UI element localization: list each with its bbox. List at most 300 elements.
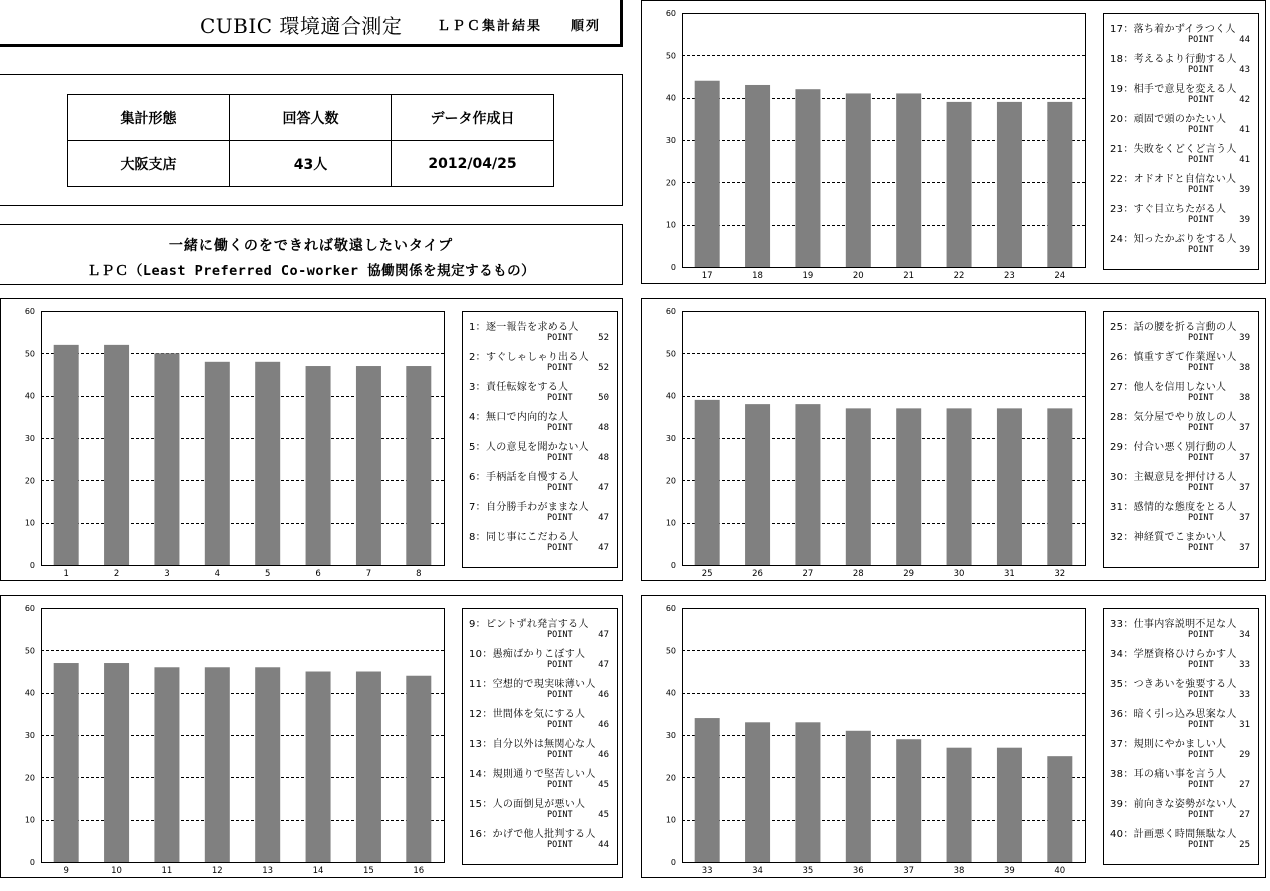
y-tick-label: 0 bbox=[670, 561, 676, 570]
legend-point-value: 42 bbox=[1239, 95, 1250, 105]
legend-point-value: 33 bbox=[1239, 690, 1250, 700]
bar-21 bbox=[896, 93, 921, 267]
legend-item bbox=[1104, 528, 1258, 558]
y-tick-label: 30 bbox=[24, 434, 35, 443]
legend-point-label: POINT bbox=[547, 393, 573, 403]
bar-3 bbox=[154, 353, 179, 565]
legend-point-label: POINT bbox=[1188, 185, 1214, 195]
legend-item bbox=[1104, 705, 1258, 735]
x-tick-label: 27 bbox=[802, 569, 814, 579]
x-tick-label: 25 bbox=[701, 569, 713, 579]
x-tick-label: 37 bbox=[903, 866, 915, 876]
legend-point-label: POINT bbox=[547, 660, 573, 670]
x-tick-label: 11 bbox=[161, 866, 173, 876]
legend-point-label: POINT bbox=[1188, 810, 1214, 820]
y-tick-label: 0 bbox=[670, 858, 676, 867]
legend-label: 4：無口で内向的な人 bbox=[469, 412, 569, 423]
y-tick-label: 50 bbox=[24, 646, 35, 656]
legend-item bbox=[463, 705, 617, 735]
x-tick-label: 3 bbox=[164, 569, 170, 579]
y-tick-label: 0 bbox=[29, 561, 35, 570]
y-tick-label: 40 bbox=[24, 391, 35, 401]
legend-point-label: POINT bbox=[547, 810, 573, 820]
legend-item bbox=[1104, 110, 1258, 140]
legend-point-value: 38 bbox=[1239, 363, 1250, 373]
report-title: CUBIC 環境適合測定 bbox=[200, 14, 403, 38]
summary-section bbox=[0, 74, 623, 206]
legend-point-value: 37 bbox=[1239, 543, 1250, 553]
legend-item bbox=[1104, 765, 1258, 795]
legend-item bbox=[1104, 438, 1258, 468]
legend-point-value: 38 bbox=[1239, 393, 1250, 403]
legend-box bbox=[462, 311, 618, 568]
bar-9 bbox=[54, 663, 79, 862]
bar-36 bbox=[846, 731, 871, 862]
legend-box bbox=[1103, 13, 1259, 270]
legend-point-label: POINT bbox=[1188, 393, 1214, 403]
legend-item bbox=[1104, 50, 1258, 80]
bar-18 bbox=[745, 85, 770, 267]
legend-item bbox=[1104, 498, 1258, 528]
bar-28 bbox=[846, 408, 871, 565]
legend-item bbox=[463, 438, 617, 468]
legend-point-value: 45 bbox=[598, 780, 609, 790]
bar-10 bbox=[104, 663, 129, 862]
legend-label: 5：人の意見を聞かない人 bbox=[469, 442, 589, 453]
x-tick-label: 10 bbox=[111, 866, 122, 876]
summary-value-date: 2012/04/25 bbox=[392, 141, 554, 187]
legend-item bbox=[463, 795, 617, 825]
y-tick-label: 50 bbox=[24, 349, 35, 359]
legend-point-value: 47 bbox=[598, 513, 609, 523]
legend-point-label: POINT bbox=[1188, 453, 1214, 463]
x-tick-label: 35 bbox=[802, 866, 814, 876]
x-tick-label: 32 bbox=[1054, 569, 1066, 579]
legend-label: 17：落ち着かずイラつく人 bbox=[1110, 24, 1236, 35]
x-tick-label: 40 bbox=[1054, 866, 1066, 876]
legend-point-value: 48 bbox=[598, 453, 609, 463]
summary-header-type: 集計形態 bbox=[68, 95, 230, 141]
summary-value-type: 大阪支店 bbox=[68, 141, 230, 187]
bar-6 bbox=[306, 366, 331, 565]
legend-point-value: 25 bbox=[1239, 840, 1250, 850]
legend-point-value: 37 bbox=[1239, 453, 1250, 463]
x-tick-label: 2 bbox=[113, 569, 120, 579]
legend-point-value: 52 bbox=[598, 333, 609, 343]
legend-point-value: 31 bbox=[1239, 720, 1250, 730]
legend-item bbox=[463, 675, 617, 705]
x-tick-label: 36 bbox=[852, 866, 864, 876]
legend-item bbox=[1104, 615, 1258, 645]
caption-section bbox=[0, 224, 623, 285]
legend-point-label: POINT bbox=[1188, 363, 1214, 373]
legend-label: 38：耳の痛い事を言う人 bbox=[1110, 769, 1227, 780]
legend-point-label: POINT bbox=[1188, 65, 1214, 75]
bar-4 bbox=[205, 362, 230, 565]
bar-26 bbox=[745, 404, 770, 565]
chart-panel-17-24 bbox=[641, 0, 1266, 284]
report-title-box bbox=[0, 0, 623, 47]
report-subtitle: ＬＰＣ集計結果 bbox=[437, 19, 543, 34]
legend-point-label: POINT bbox=[1188, 513, 1214, 523]
caption-subtitle: ＬＰＣ（Least Preferred Co-worker 協働関係を規定するもの） bbox=[86, 263, 536, 279]
legend-point-value: 27 bbox=[1239, 780, 1250, 790]
bar-40 bbox=[1047, 756, 1072, 862]
y-tick-label: 10 bbox=[665, 220, 676, 230]
legend-box bbox=[1103, 311, 1259, 568]
legend-point-label: POINT bbox=[547, 483, 573, 493]
legend-point-value: 29 bbox=[1239, 750, 1250, 760]
legend-point-label: POINT bbox=[1188, 483, 1214, 493]
legend-point-label: POINT bbox=[1188, 690, 1214, 700]
y-tick-label: 50 bbox=[665, 646, 676, 656]
bar-14 bbox=[306, 672, 331, 863]
legend-label: 9：ピントずれ発言する人 bbox=[469, 619, 589, 630]
legend-point-value: 46 bbox=[598, 750, 609, 760]
legend-item bbox=[463, 765, 617, 795]
x-tick-label: 15 bbox=[363, 866, 374, 876]
legend-item bbox=[1104, 645, 1258, 675]
bar-17 bbox=[695, 81, 720, 267]
legend-label: 13：自分以外は無関心な人 bbox=[469, 739, 596, 750]
x-tick-label: 16 bbox=[413, 866, 425, 876]
legend-point-label: POINT bbox=[1188, 840, 1214, 850]
x-tick-label: 4 bbox=[214, 569, 221, 579]
x-tick-label: 7 bbox=[365, 569, 372, 579]
legend-point-value: 27 bbox=[1239, 810, 1250, 820]
x-tick-label: 39 bbox=[1004, 866, 1015, 876]
legend-point-label: POINT bbox=[1188, 35, 1214, 45]
legend-label: 27：他人を信用しない人 bbox=[1110, 382, 1227, 393]
legend-item bbox=[463, 408, 617, 438]
legend-point-value: 50 bbox=[598, 393, 609, 403]
legend-item bbox=[463, 348, 617, 378]
bar-31 bbox=[997, 408, 1022, 565]
legend-point-label: POINT bbox=[547, 690, 573, 700]
x-tick-label: 13 bbox=[262, 866, 274, 876]
legend-item bbox=[463, 645, 617, 675]
legend-item bbox=[1104, 20, 1258, 50]
bar-8 bbox=[406, 366, 431, 565]
legend-item bbox=[463, 468, 617, 498]
report-order-label: 順列 bbox=[571, 19, 602, 34]
bar-11 bbox=[154, 667, 179, 862]
bar-5 bbox=[255, 362, 280, 565]
y-tick-label: 0 bbox=[29, 858, 35, 867]
legend-item bbox=[1104, 408, 1258, 438]
legend-item bbox=[463, 735, 617, 765]
legend-point-value: 47 bbox=[598, 543, 609, 553]
bar-13 bbox=[255, 667, 280, 862]
x-tick-label: 5 bbox=[264, 569, 271, 579]
legend-item bbox=[1104, 675, 1258, 705]
legend-label: 30：主観意見を押付ける人 bbox=[1110, 472, 1237, 483]
legend-label: 14：規則通りで堅苦しい人 bbox=[469, 769, 596, 780]
legend-point-label: POINT bbox=[547, 780, 573, 790]
y-tick-label: 20 bbox=[24, 773, 35, 783]
legend-item bbox=[1104, 140, 1258, 170]
bar-34 bbox=[745, 722, 770, 862]
legend-point-value: 47 bbox=[598, 660, 609, 670]
legend-point-label: POINT bbox=[547, 423, 573, 433]
x-tick-label: 34 bbox=[752, 866, 763, 876]
bar-16 bbox=[406, 676, 431, 862]
legend-point-value: 33 bbox=[1239, 660, 1250, 670]
legend-point-value: 43 bbox=[1239, 65, 1250, 75]
y-tick-label: 20 bbox=[24, 476, 35, 486]
legend-label: 15：人の面倒見が悪い人 bbox=[469, 799, 586, 810]
x-tick-label: 28 bbox=[852, 569, 864, 579]
bar-19 bbox=[795, 89, 820, 267]
caption-title: 一緒に働くのをできれば敬遠したいタイプ bbox=[168, 238, 454, 254]
x-tick-label: 24 bbox=[1054, 271, 1066, 281]
x-tick-label: 17 bbox=[701, 271, 713, 281]
legend-label: 37：規則にやかましい人 bbox=[1110, 739, 1227, 750]
x-tick-label: 21 bbox=[903, 271, 915, 281]
y-tick-label: 20 bbox=[665, 476, 676, 486]
legend-label: 24：知ったかぶりをする人 bbox=[1110, 234, 1237, 245]
y-tick-label: 40 bbox=[24, 688, 35, 698]
legend-point-value: 39 bbox=[1239, 215, 1250, 225]
y-tick-label: 10 bbox=[24, 815, 35, 825]
bar-30 bbox=[947, 408, 972, 565]
legend-item bbox=[1104, 170, 1258, 200]
y-tick-label: 50 bbox=[665, 349, 676, 359]
legend-item bbox=[1104, 825, 1258, 855]
y-tick-label: 60 bbox=[665, 604, 676, 613]
y-tick-label: 30 bbox=[24, 731, 35, 740]
x-tick-label: 33 bbox=[701, 866, 713, 876]
legend-item bbox=[463, 615, 617, 645]
legend-point-value: 48 bbox=[598, 423, 609, 433]
x-tick-label: 26 bbox=[752, 569, 763, 579]
y-tick-label: 10 bbox=[665, 815, 676, 825]
legend-item bbox=[463, 378, 617, 408]
legend-point-value: 34 bbox=[1239, 630, 1250, 640]
legend-item bbox=[1104, 378, 1258, 408]
y-tick-label: 10 bbox=[665, 518, 676, 528]
legend-point-value: 52 bbox=[598, 363, 609, 373]
legend-item bbox=[1104, 230, 1258, 260]
legend-point-value: 37 bbox=[1239, 423, 1250, 433]
legend-point-value: 41 bbox=[1239, 155, 1250, 165]
legend-box bbox=[462, 608, 618, 865]
x-tick-label: 30 bbox=[953, 569, 965, 579]
legend-label: 31：感情的な態度をとる人 bbox=[1110, 502, 1237, 513]
legend-point-label: POINT bbox=[547, 513, 573, 523]
bar-15 bbox=[356, 672, 381, 863]
legend-label: 7：自分勝手わがままな人 bbox=[469, 502, 589, 513]
legend-label: 32：神経質でこまかい人 bbox=[1110, 532, 1227, 543]
legend-point-value: 45 bbox=[598, 810, 609, 820]
legend-point-value: 41 bbox=[1239, 125, 1250, 135]
legend-item bbox=[1104, 468, 1258, 498]
y-tick-label: 30 bbox=[665, 136, 676, 145]
legend-point-label: POINT bbox=[1188, 750, 1214, 760]
x-tick-label: 23 bbox=[1004, 271, 1015, 281]
legend-label: 33：仕事内容説明不足な人 bbox=[1110, 619, 1237, 630]
y-tick-label: 30 bbox=[665, 731, 676, 740]
legend-item bbox=[463, 318, 617, 348]
legend-point-label: POINT bbox=[547, 453, 573, 463]
x-tick-label: 38 bbox=[953, 866, 965, 876]
legend-label: 25：話の腰を折る言動の人 bbox=[1110, 322, 1237, 333]
bar-25 bbox=[695, 400, 720, 565]
legend-point-value: 44 bbox=[598, 840, 609, 850]
legend-label: 16：かげで他人批判する人 bbox=[469, 829, 596, 840]
legend-point-label: POINT bbox=[1188, 95, 1214, 105]
legend-label: 20：頑固で頭のかたい人 bbox=[1110, 114, 1227, 125]
x-tick-label: 18 bbox=[752, 271, 763, 281]
legend-point-label: POINT bbox=[1188, 155, 1214, 165]
x-tick-label: 31 bbox=[1004, 569, 1015, 579]
legend-point-value: 39 bbox=[1239, 333, 1250, 343]
bar-20 bbox=[846, 93, 871, 267]
legend-point-value: 44 bbox=[1239, 35, 1250, 45]
bar-1 bbox=[54, 345, 79, 565]
bar-32 bbox=[1047, 408, 1072, 565]
y-tick-label: 0 bbox=[670, 263, 676, 272]
legend-point-label: POINT bbox=[547, 750, 573, 760]
legend-label: 1：逐一報告を求める人 bbox=[469, 322, 579, 333]
x-tick-label: 1 bbox=[63, 569, 69, 579]
bar-35 bbox=[795, 722, 820, 862]
legend-item bbox=[1104, 348, 1258, 378]
bar-12 bbox=[205, 667, 230, 862]
legend-point-label: POINT bbox=[1188, 660, 1214, 670]
legend-point-value: 39 bbox=[1239, 185, 1250, 195]
y-tick-label: 40 bbox=[665, 391, 676, 401]
legend-label: 19：相手で意見を変える人 bbox=[1110, 84, 1237, 95]
summary-table bbox=[67, 94, 554, 187]
y-tick-label: 20 bbox=[665, 773, 676, 783]
y-tick-label: 50 bbox=[665, 51, 676, 61]
legend-label: 26：慎重すぎて作業遅い人 bbox=[1110, 352, 1237, 363]
legend-point-label: POINT bbox=[547, 543, 573, 553]
x-tick-label: 6 bbox=[315, 569, 321, 579]
legend-item bbox=[1104, 200, 1258, 230]
legend-point-label: POINT bbox=[1188, 423, 1214, 433]
x-tick-label: 29 bbox=[903, 569, 915, 579]
legend-item bbox=[463, 825, 617, 855]
x-tick-label: 22 bbox=[953, 271, 965, 281]
legend-point-value: 46 bbox=[598, 690, 609, 700]
y-tick-label: 40 bbox=[665, 93, 676, 103]
bar-23 bbox=[997, 102, 1022, 267]
bar-24 bbox=[1047, 102, 1072, 267]
bar-37 bbox=[896, 739, 921, 862]
legend-label: 34：学歴資格ひけらかす人 bbox=[1110, 649, 1237, 660]
bar-22 bbox=[947, 102, 972, 267]
y-tick-label: 60 bbox=[665, 307, 676, 316]
y-tick-label: 40 bbox=[665, 688, 676, 698]
legend-label: 11：空想的で現実味薄い人 bbox=[469, 679, 596, 690]
legend-label: 28：気分屋でやり放しの人 bbox=[1110, 412, 1237, 423]
legend-point-label: POINT bbox=[1188, 125, 1214, 135]
legend-point-label: POINT bbox=[1188, 215, 1214, 225]
legend-point-label: POINT bbox=[1188, 720, 1214, 730]
legend-label: 2：すぐしゃしゃり出る人 bbox=[469, 352, 589, 363]
y-tick-label: 60 bbox=[24, 604, 35, 613]
legend-point-label: POINT bbox=[547, 333, 573, 343]
legend-point-label: POINT bbox=[547, 630, 573, 640]
bar-39 bbox=[997, 748, 1022, 862]
legend-point-value: 39 bbox=[1239, 245, 1250, 255]
summary-header-row bbox=[68, 95, 554, 141]
x-tick-label: 14 bbox=[312, 866, 324, 876]
bar-7 bbox=[356, 366, 381, 565]
legend-point-value: 37 bbox=[1239, 513, 1250, 523]
legend-point-label: POINT bbox=[1188, 780, 1214, 790]
legend-label: 12：世間体を気にする人 bbox=[469, 709, 586, 720]
legend-point-value: 37 bbox=[1239, 483, 1250, 493]
legend-label: 21：失敗をくどくど言う人 bbox=[1110, 144, 1237, 155]
x-tick-label: 20 bbox=[852, 271, 864, 281]
legend-label: 8：同じ事にこだわる人 bbox=[469, 532, 579, 543]
y-tick-label: 30 bbox=[665, 434, 676, 443]
bar-2 bbox=[104, 345, 129, 565]
legend-item bbox=[463, 498, 617, 528]
legend-label: 18：考えるより行動する人 bbox=[1110, 54, 1237, 65]
legend-label: 39：前向きな姿勢がない人 bbox=[1110, 799, 1237, 810]
legend-point-label: POINT bbox=[1188, 543, 1214, 553]
legend-label: 29：付合い悪く別行動の人 bbox=[1110, 442, 1237, 453]
summary-header-count: 回答人数 bbox=[230, 95, 392, 141]
legend-label: 6：手柄話を自慢する人 bbox=[469, 472, 579, 483]
bar-27 bbox=[795, 404, 820, 565]
legend-label: 36：暗く引っ込み思案な人 bbox=[1110, 709, 1237, 720]
legend-box bbox=[1103, 608, 1259, 865]
legend-point-label: POINT bbox=[1188, 245, 1214, 255]
y-tick-label: 60 bbox=[24, 307, 35, 316]
legend-point-label: POINT bbox=[1188, 333, 1214, 343]
legend-item bbox=[1104, 318, 1258, 348]
legend-item bbox=[1104, 735, 1258, 765]
legend-label: 23：すぐ目立ちたがる人 bbox=[1110, 204, 1227, 215]
bar-38 bbox=[947, 748, 972, 862]
chart-panel-25-32 bbox=[641, 298, 1266, 581]
x-tick-label: 9 bbox=[63, 866, 69, 876]
legend-item bbox=[1104, 795, 1258, 825]
chart-panel-1-8 bbox=[0, 298, 623, 581]
legend-point-value: 47 bbox=[598, 483, 609, 493]
legend-item bbox=[1104, 80, 1258, 110]
x-tick-label: 19 bbox=[802, 271, 814, 281]
legend-label: 10：愚痴ばかりこぼす人 bbox=[469, 649, 586, 660]
summary-header-date: データ作成日 bbox=[392, 95, 554, 141]
legend-label: 40：計画悪く時間無駄な人 bbox=[1110, 829, 1237, 840]
x-tick-label: 8 bbox=[416, 569, 422, 579]
legend-label: 22：オドオドと自信ない人 bbox=[1110, 174, 1237, 185]
legend-point-label: POINT bbox=[1188, 630, 1214, 640]
chart-panel-9-16 bbox=[0, 595, 623, 878]
x-tick-label: 12 bbox=[211, 866, 223, 876]
chart-panel-33-40 bbox=[641, 595, 1266, 878]
legend-point-label: POINT bbox=[547, 840, 573, 850]
summary-value-row bbox=[68, 141, 554, 187]
y-tick-label: 20 bbox=[665, 178, 676, 188]
legend-point-value: 47 bbox=[598, 630, 609, 640]
legend-label: 3：責任転嫁をする人 bbox=[469, 382, 569, 393]
legend-label: 35：つきあいを強要する人 bbox=[1110, 679, 1237, 690]
legend-point-label: POINT bbox=[547, 720, 573, 730]
legend-item bbox=[463, 528, 617, 558]
summary-value-count: 43人 bbox=[230, 141, 392, 187]
legend-point-label: POINT bbox=[547, 363, 573, 373]
bar-33 bbox=[695, 718, 720, 862]
legend-point-value: 46 bbox=[598, 720, 609, 730]
y-tick-label: 60 bbox=[665, 9, 676, 18]
